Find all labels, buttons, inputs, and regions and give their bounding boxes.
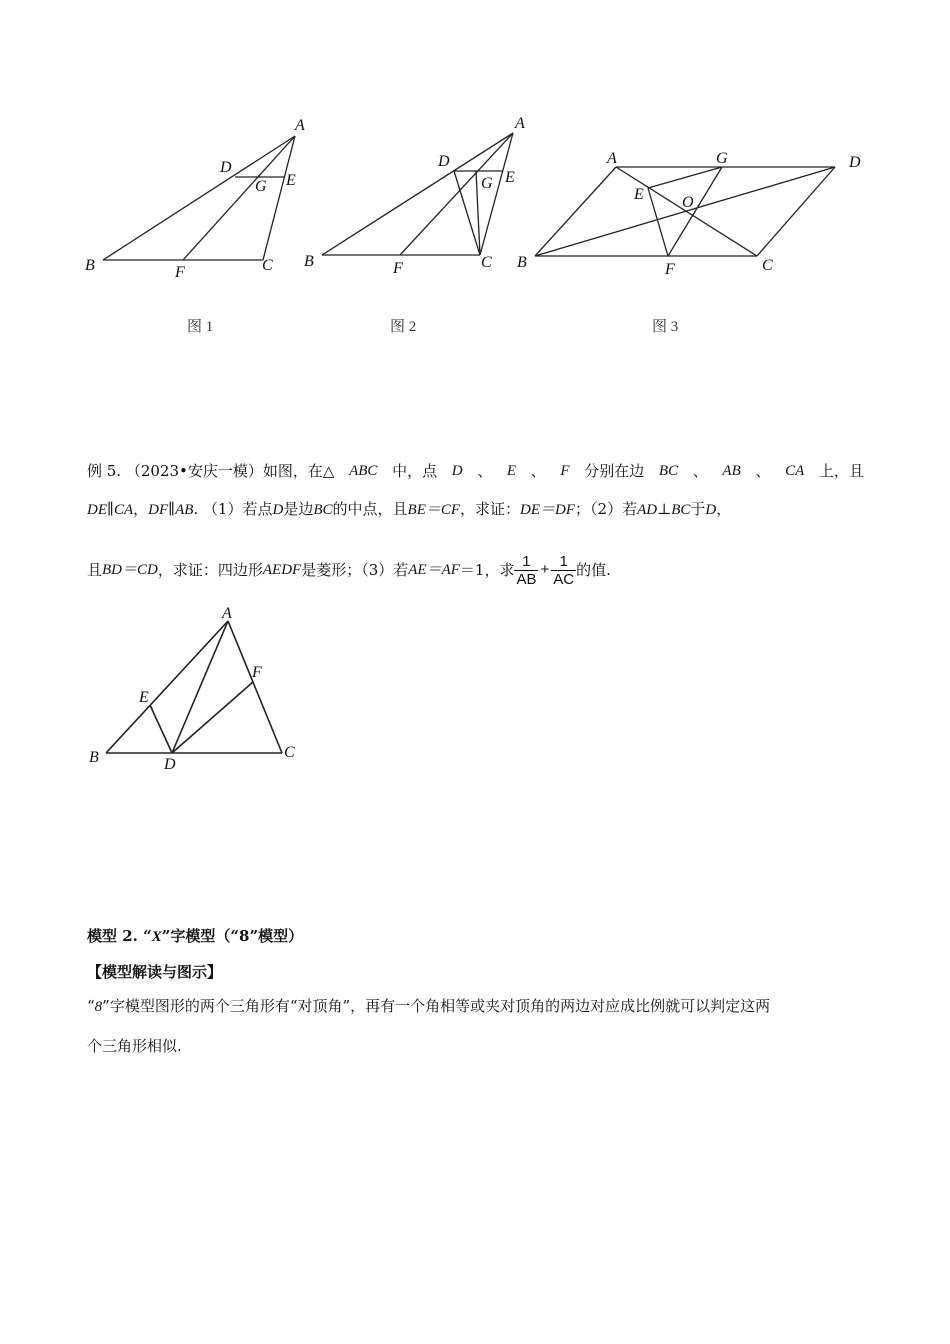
text-segment: 是边 [283,500,314,518]
text-segment: BC [671,502,691,518]
segment-df [172,682,253,753]
text-segment: 、 [477,462,493,480]
label-e: E [286,172,296,189]
text-segment: 中，点 [392,462,438,480]
label-b: B [89,749,99,766]
example-5-line-1 [87,461,864,481]
fraction-1-over-ab [514,553,538,588]
label-b: B [304,253,314,270]
text-segment: 、 [530,462,546,480]
text-segment: 且 [87,561,103,579]
label-c: C [284,744,295,761]
text-segment: BC [313,502,333,518]
label-o: O [682,194,694,211]
label-d: D [849,154,861,171]
text-segment: 分别在边 [584,462,645,480]
text-segment: 例 5. （2023•安庆一模）如图，在△ [87,462,335,480]
figure-example-5 [80,605,310,780]
text-segment: 、 [692,462,708,480]
label-f: F [665,261,675,278]
text-segment: ， [133,500,149,518]
text-segment: ；（2）若 [575,500,638,518]
text-segment: AB [175,502,194,518]
text-segment: AEDF [262,562,302,578]
label-a: A [515,115,525,132]
text-segment: ，求证： [460,500,521,518]
label-c: C [262,257,273,274]
label-d: D [220,159,232,176]
text-segment: AD [637,502,658,518]
text-segment: ” [102,997,110,1015]
label-a: A [295,117,305,134]
segment-ad [172,621,228,753]
text-segment: D [272,502,284,518]
example-5-line-3 [87,545,611,595]
label-c: C [762,257,773,274]
text-segment: E [506,463,517,479]
text-segment: DE [87,502,107,518]
fraction-denominator: AC [553,570,575,588]
figure-2-caption: 图 2 [390,319,417,335]
figure-3 [510,145,870,285]
model-2-desc-line-2: 个三角形相似. [87,1037,182,1055]
text-segment: ⊥ [657,500,672,518]
text-segment: 是菱形；（3）若 [301,561,409,579]
text-segment: ，求证：四边形 [157,561,263,579]
text-segment: BC [658,463,679,479]
text-segment: 上，且 [818,462,864,480]
text-segment: 、 [755,462,771,480]
label-g: G [481,175,493,192]
text-segment: CA [785,463,805,479]
fraction-numerator: 1 [514,553,538,571]
text-segment: ， [716,500,732,518]
segment-ac [616,167,757,256]
label-a: A [607,150,617,167]
label-d: D [164,756,176,773]
segment-ed [150,705,172,753]
label-g: G [716,150,728,167]
label-f: F [393,260,403,277]
text-segment: D [451,463,463,479]
model-2-subtitle: 【模型解读与图示】 [87,963,223,981]
text-segment: X [151,929,162,945]
text-segment: BE＝CF [407,502,461,518]
text-segment: F [560,463,570,479]
figure-2 [300,110,540,290]
figure-3-caption: 图 3 [652,319,679,335]
text-segment: ∥ [168,500,176,518]
label-c: C [481,254,492,271]
text-segment: ABC [349,463,378,479]
segment-cd [757,167,835,256]
text-segment: BD＝CD [102,562,158,578]
label-e: E [634,186,644,203]
label-b: B [85,257,95,274]
example-5-line-2 [87,499,731,520]
segment-ac [228,621,282,753]
text-segment: 模型 2. “ [87,927,152,945]
text-segment: D [705,502,717,518]
text-segment: 的中点，且 [332,500,408,518]
segment-bd [535,167,835,256]
text-segment: AB [722,463,741,479]
text-segment: 字模型图形的两个三角形有“对顶角”，再有一个角相等或夹对顶角的两边对应成比例就可以判定这两 [109,997,771,1015]
label-e: E [505,169,515,186]
text-segment: ＝1，求 [459,561,515,579]
text-segment: DF [148,502,169,518]
text-segment: CA [113,502,134,518]
fraction-denominator: AB [516,570,537,588]
text-segment: AE＝AF [408,562,460,578]
model-2-desc-line-1 [87,996,770,1017]
label-e: E [139,689,149,706]
label-g: G [255,178,267,195]
label-d: D [438,153,450,170]
figure-1-caption: 图 1 [187,319,214,335]
label-f: F [175,264,185,281]
label-b: B [517,254,527,271]
text-segment: DE＝DF [520,502,576,518]
label-a: A [222,605,232,622]
text-segment: ”字模型（“8”模型） [161,927,304,945]
plus-sign: + [540,561,550,578]
fraction-1-over-ac [551,553,576,588]
segment-ba [535,167,616,256]
text-segment: “ [87,997,95,1015]
text-segment: 的值. [576,561,611,579]
figure-1 [80,110,310,290]
model-2-heading [87,926,303,947]
text-segment: . （1）若点 [193,500,273,518]
label-f: F [252,664,262,681]
text-segment: 于 [690,500,706,518]
text-segment: 8 [94,999,103,1015]
fraction-numerator: 1 [551,553,576,571]
segment-ba [106,621,228,753]
text-segment: ∥ [107,500,114,518]
